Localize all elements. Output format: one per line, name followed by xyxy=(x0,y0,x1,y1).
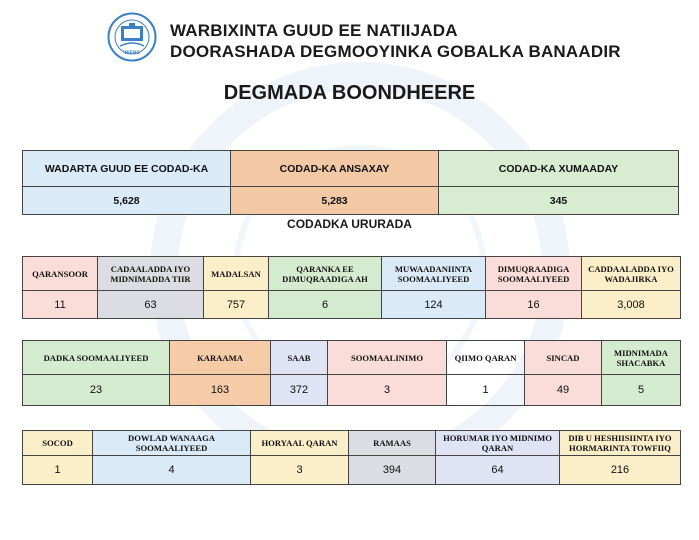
party-header: DADKA SOOMAALIYEED xyxy=(23,341,170,375)
party-header: QARANKA EE DIMUQRAADIGA AH xyxy=(269,257,382,291)
party-vote-count: 394 xyxy=(349,456,436,485)
summary-value-valid: 5,283 xyxy=(231,187,439,215)
party-vote-count: 64 xyxy=(436,456,560,485)
party-vote-count: 5 xyxy=(602,375,681,406)
party-vote-count: 11 xyxy=(23,291,98,319)
party-header: MADALSAN xyxy=(204,257,269,291)
logo-text: NIEBC xyxy=(124,51,140,56)
section-title: CODADKA URURADA xyxy=(287,217,412,231)
party-vote-count: 4 xyxy=(93,456,251,485)
table-value-row xyxy=(23,456,681,485)
party-results-table-3 xyxy=(22,430,681,485)
party-vote-count: 3 xyxy=(251,456,349,485)
party-results-table-1 xyxy=(22,256,681,319)
summary-header-total: WADARTA GUUD EE CODAD-KA xyxy=(23,151,231,187)
party-vote-count: 3 xyxy=(328,375,447,406)
table-header-row xyxy=(23,431,681,456)
party-vote-count: 163 xyxy=(170,375,271,406)
party-header: CADAALADDA IYO MIDNIMADDA TIIR xyxy=(98,257,204,291)
party-header: MIDNIMADA SHACABKA xyxy=(602,341,681,375)
header-title-line2: DOORASHADA DEGMOOYINKA GOBALKA BANAADIR xyxy=(170,42,621,61)
party-header: HORYAAL QARAN xyxy=(251,431,349,456)
party-vote-count: 1 xyxy=(23,456,93,485)
niebc-logo xyxy=(107,12,157,62)
party-results-table-2 xyxy=(22,340,681,406)
report-header xyxy=(170,20,621,62)
party-header: SOOMAALINIMO xyxy=(328,341,447,375)
party-vote-count: 6 xyxy=(269,291,382,319)
party-header: DIMUQRAADIGA SOOMAALIYEED xyxy=(486,257,582,291)
table-header-row xyxy=(23,257,681,291)
party-vote-count: 372 xyxy=(271,375,328,406)
table-value-row xyxy=(23,375,681,406)
summary-header-row xyxy=(23,151,679,187)
table-value-row xyxy=(23,291,681,319)
party-header: SINCAD xyxy=(525,341,602,375)
party-vote-count: 216 xyxy=(560,456,681,485)
district-title: DEGMADA BOONDHEERE xyxy=(223,82,476,104)
summary-table xyxy=(22,150,679,215)
party-vote-count: 757 xyxy=(204,291,269,319)
party-vote-count: 16 xyxy=(486,291,582,319)
table-header-row xyxy=(23,341,681,375)
party-header: CADDAALADDA IYO WADAJIRKA xyxy=(582,257,681,291)
party-vote-count: 3,008 xyxy=(582,291,681,319)
summary-value-invalid: 345 xyxy=(439,187,679,215)
party-vote-count: 63 xyxy=(98,291,204,319)
party-header: MUWAADANIINTA SOOMAALIYEED xyxy=(382,257,486,291)
party-vote-count: 49 xyxy=(525,375,602,406)
party-header: DOWLAD WANAAGA SOOMAALIYEED xyxy=(93,431,251,456)
party-header: QIIMO QARAN xyxy=(447,341,525,375)
header-title-line1: WARBIXINTA GUUD EE NATIIJADA xyxy=(170,21,458,40)
party-header: SAAB xyxy=(271,341,328,375)
summary-value-row xyxy=(23,187,679,215)
party-header: QARANSOOR xyxy=(23,257,98,291)
party-header: DIB U HESHIISIINTA IYO HORMARINTA TOWFIIQ xyxy=(560,431,681,456)
summary-value-total: 5,628 xyxy=(23,187,231,215)
party-header: KARAAMA xyxy=(170,341,271,375)
party-vote-count: 1 xyxy=(447,375,525,406)
party-header: RAMAAS xyxy=(349,431,436,456)
party-vote-count: 23 xyxy=(23,375,170,406)
summary-header-valid: CODAD-KA ANSAXAY xyxy=(231,151,439,187)
party-header: HORUMAR IYO MIDNIMO QARAN xyxy=(436,431,560,456)
party-vote-count: 124 xyxy=(382,291,486,319)
party-header: SOCOD xyxy=(23,431,93,456)
summary-header-invalid: CODAD-KA XUMAADAY xyxy=(439,151,679,187)
